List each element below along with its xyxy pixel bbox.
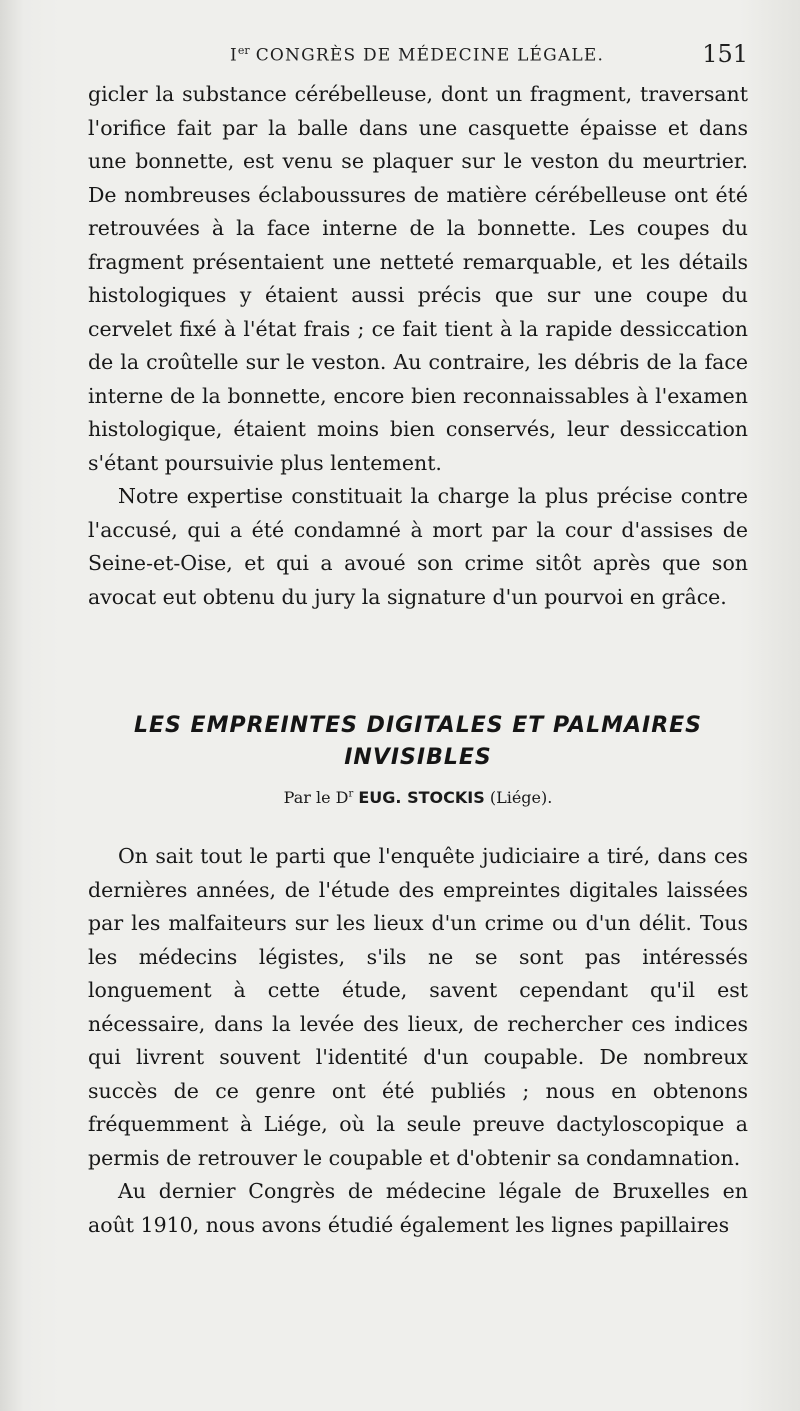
section-title-line-2: INVISIBLES: [344, 745, 492, 770]
running-head-ordinal-sup: er: [237, 44, 250, 57]
paragraph: On sait tout le parti que l'enquête judiciaire a tiré, dans ces dernières années, de l'étude des empreintes digitales laissées par les malfaiteurs sur les lieux d'un crime ou d'un délit. Tous les médecins légistes, s'ils ne se sont pas intéressés longuement à cette étude, savent cependant qu'il est nécessaire, dans la levée des lieux, de rechercher ces indices qui livrent souvent l'identité d'un coupable. De nombreux succès de ce genre ont été publiés ; nous en obtenons fréquemment à Liége, où la seule preuve dactyloscopique a permis de retrouver le coupable et d'obtenir sa condamnation.: [88, 844, 748, 1170]
paragraph-continued: gicler la substance cérébelleuse, dont un fragment, traversant l'orifice fait par la balle dans une casquette épaisse et dans une bonnette, est venu se plaquer sur le veston du meurtrier. De nombreuses éclaboussures de matière cérébelleuse ont été retrouvées à la face interne de la bonnette. Les coupes du fragment présentaient une netteté remarquable, et les détails histologiques y étaient aussi précis que sur une coupe du cervelet fixé à l'état frais ; ce fait tient à la rapide dessiccation de la croûtelle sur le veston. Au contraire, les débris de la face interne de la bonnette, encore bien reconnaissables à l'examen histologique, étaient moins bien conservés, leur dessiccation s'étant poursuivie plus lentement.: [88, 82, 748, 475]
body-text-top: [88, 78, 748, 614]
running-head: [230, 44, 604, 66]
running-head-ordinal: I: [230, 45, 238, 66]
byline: [88, 788, 748, 807]
body-text-bottom: [88, 840, 748, 1242]
section-title: [88, 710, 748, 774]
byline-prefix-sup: r: [348, 788, 354, 800]
paragraph: Notre expertise constituait la charge la plus précise contre l'accusé, qui a été condamné à mort par la cour d'assises de Seine-et-Oise, et qui a avoué son crime sitôt après que son avocat eut obtenu du jury la signature d'un pourvoi en grâce.: [88, 484, 748, 609]
paragraph: Au dernier Congrès de médecine légale de Bruxelles en août 1910, nous avons étudié également les lignes papillaires: [88, 1179, 748, 1237]
byline-prefix: Par le D: [283, 788, 349, 807]
byline-author: EUG. STOCKIS: [358, 788, 485, 807]
section-title-line-1: LES EMPREINTES DIGITALES ET PALMAIRES: [133, 713, 703, 738]
page-number: 151: [702, 40, 748, 68]
running-head-title: CONGRÈS DE MÉDECINE LÉGALE.: [255, 45, 605, 66]
page-header: [200, 40, 760, 74]
byline-affiliation: (Liége).: [489, 788, 553, 807]
